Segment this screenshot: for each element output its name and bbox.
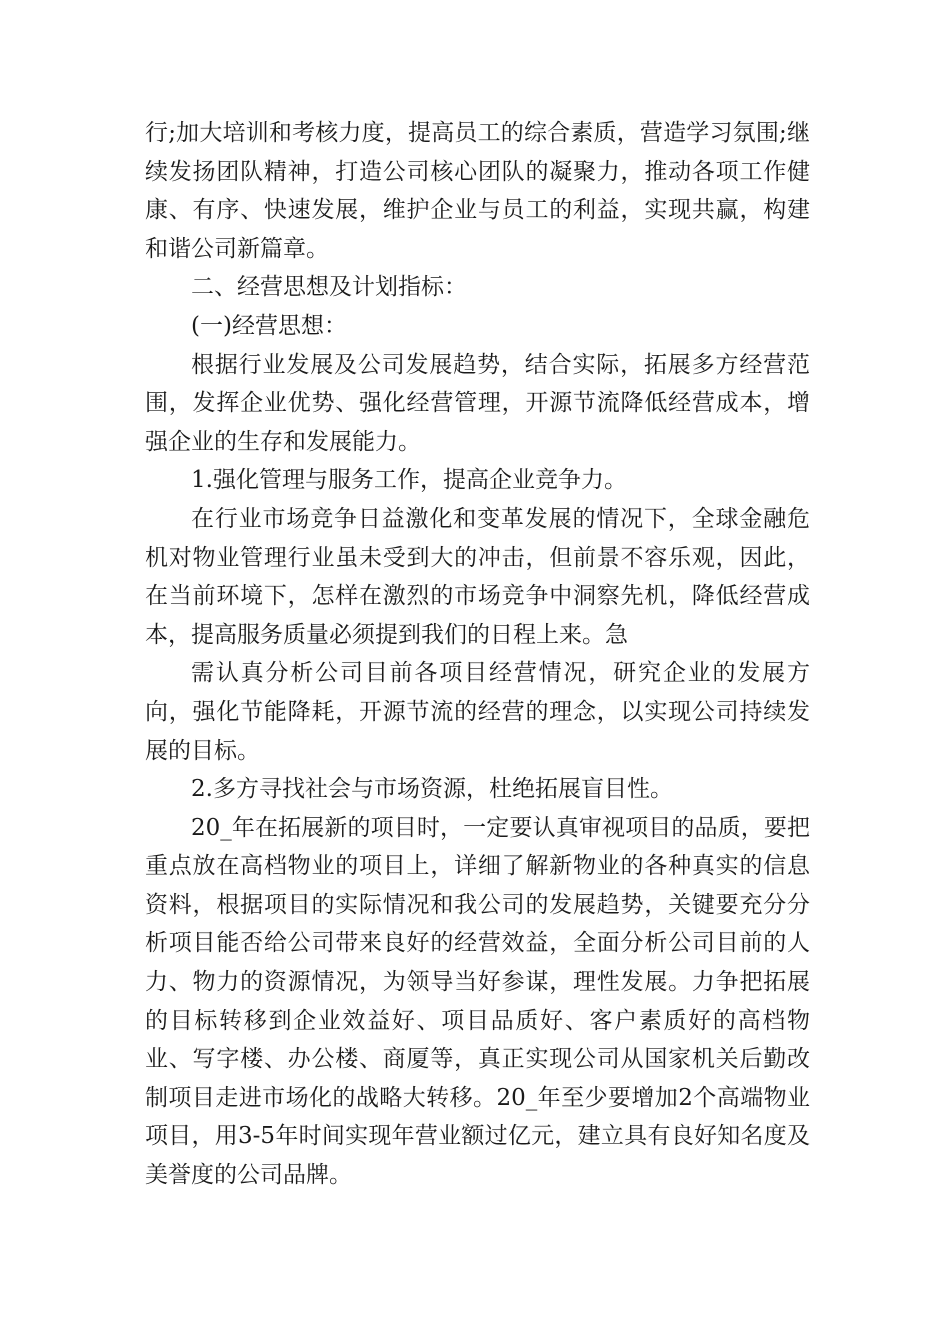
item-heading-strengthen-management: 1.强化管理与服务工作，提高企业竞争力。 — [191, 467, 627, 494]
paragraph-continuation: 行;加大培训和考核力度，提高员工的综合素质，营造学习氛围;继续发扬团队精神，打造公司核心团队的凝聚力，推动各项工作健康、有序、快速发展，维护企业与员工的利益，实现共赢，构建和谐公司新篇章。 — [145, 120, 810, 262]
paragraph-analyze-projects: 需认真分析公司目前各项目经营情况，研究企业的发展方向，强化节能降耗，开源节流的经营的理念，以实现公司持续发展的目标。 — [145, 660, 810, 764]
paragraph-business-thinking: 根据行业发展及公司发展趋势，结合实际，拓展多方经营范围，发挥企业优势、强化经营管理，开源节流降低经营成本，增强企业的生存和发展能力。 — [145, 351, 810, 455]
paragraph-market-competition: 在行业市场竞争日益激化和变革发展的情况下，全球金融危机对物业管理行业虽未受到大的冲击，但前景不容乐观，因此，在当前环境下，怎样在激烈的市场竞争中洞察先机，降低经营成本，提高服务质量必须提到我们的日程上来。急 — [145, 505, 810, 648]
section-heading-business-thinking-and-plan: 二、经营思想及计划指标： — [191, 274, 467, 301]
document-body — [145, 114, 810, 1195]
paragraph-new-projects: 20_年在拓展新的项目时，一定要认真审视项目的品质，要把重点放在高档物业的项目上，详细了解新物业的各种真实的信息资料，根据项目的实际情况和我公司的发展趋势，关键要充分分析项目能否给公司带来良好的经营效益，全面分析公司目前的人力、物力的资源情况，为领导当好参谋，理性发展。力争把拓展的目标转移到企业效益好、项目品质好、客户素质好的高档物业、写字楼、办公楼、商厦等，真正实现公司从国家机关后勤改制项目走进市场化的战略大转移。20_年至少要增加2个高端物业项目，用3-5年时间实现年营业额过亿元，建立具有良好知名度及美誉度的公司品牌。 — [145, 814, 810, 1189]
item-heading-market-resources: 2.多方寻找社会与市场资源，杜绝拓展盲目性。 — [191, 776, 673, 803]
subsection-heading-business-thinking: (一)经营思想： — [191, 312, 347, 339]
